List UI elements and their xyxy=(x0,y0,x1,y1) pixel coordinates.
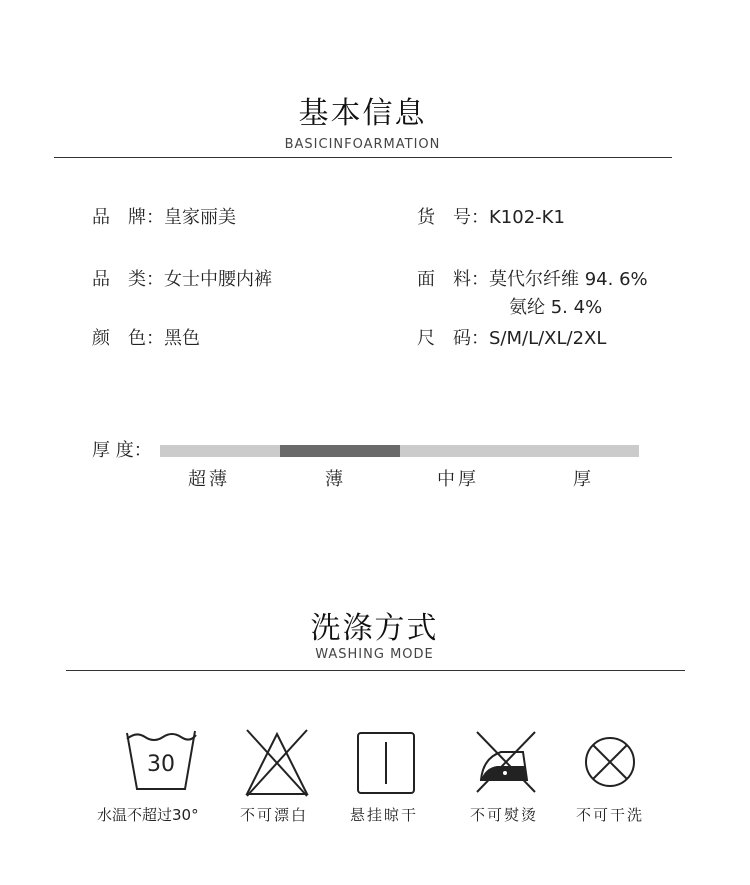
wash-label-1: 水温不超过30° xyxy=(97,806,199,824)
no-bleach-icon xyxy=(243,728,311,798)
field-brand-value: 皇家丽美 xyxy=(164,207,236,228)
washing-title: 洗涤方式 xyxy=(310,611,439,646)
field-size-value: S/M/L/XL/2XL xyxy=(489,328,607,349)
field-category xyxy=(92,265,272,291)
field-color-label: 颜 色： xyxy=(92,328,164,349)
thickness-label: 厚 度： xyxy=(92,440,152,461)
thickness-level-1: 超薄 xyxy=(188,469,230,490)
field-item-no-value: K102-K1 xyxy=(489,207,565,228)
thickness-segment-1 xyxy=(160,445,280,457)
field-color-value: 黑色 xyxy=(164,328,200,349)
field-brand xyxy=(92,203,236,229)
field-brand-label: 品 牌： xyxy=(92,207,164,228)
wash-label-2: 不可漂白 xyxy=(240,806,309,824)
field-size-label: 尺 码： xyxy=(417,328,489,349)
field-category-label: 品 类： xyxy=(92,269,164,290)
hang-dry-icon xyxy=(357,732,415,794)
field-item-no-label: 货 号： xyxy=(417,207,489,228)
no-iron-icon xyxy=(475,730,537,794)
basic-info-subtitle: BASICINFOARMATION xyxy=(284,137,441,152)
thickness-level-2: 薄 xyxy=(325,469,346,490)
field-fabric xyxy=(417,265,648,291)
wash-label-5: 不可干洗 xyxy=(576,806,645,824)
field-fabric-line2 xyxy=(509,293,602,319)
washing-divider xyxy=(66,670,685,671)
wash-30-icon xyxy=(124,727,198,793)
field-fabric-value-line2: 氨纶 5. 4% xyxy=(509,297,603,318)
field-color xyxy=(92,324,200,350)
thickness-segment-2 xyxy=(280,445,400,457)
field-size xyxy=(417,324,606,350)
field-fabric-value-line1: 莫代尔纤维 94. 6% xyxy=(489,269,648,290)
wash-temp-text: 30 xyxy=(147,752,175,777)
thickness-scale xyxy=(160,445,639,457)
field-item-no xyxy=(417,203,565,229)
thickness-segment-3 xyxy=(400,445,520,457)
no-dry-clean-icon xyxy=(584,736,636,788)
basic-info-title: 基本信息 xyxy=(298,96,427,131)
wash-label-4: 不可熨烫 xyxy=(470,806,539,824)
washing-subtitle: WASHING MODE xyxy=(315,647,434,662)
wash-label-3: 悬挂晾干 xyxy=(350,806,419,824)
basic-info-divider xyxy=(54,157,672,158)
thickness-segment-4 xyxy=(519,445,639,457)
thickness-level-4: 厚 xyxy=(573,469,594,490)
field-fabric-label: 面 料： xyxy=(417,269,489,290)
field-category-value: 女士中腰内裤 xyxy=(164,269,272,290)
thickness-level-3: 中厚 xyxy=(437,469,479,490)
